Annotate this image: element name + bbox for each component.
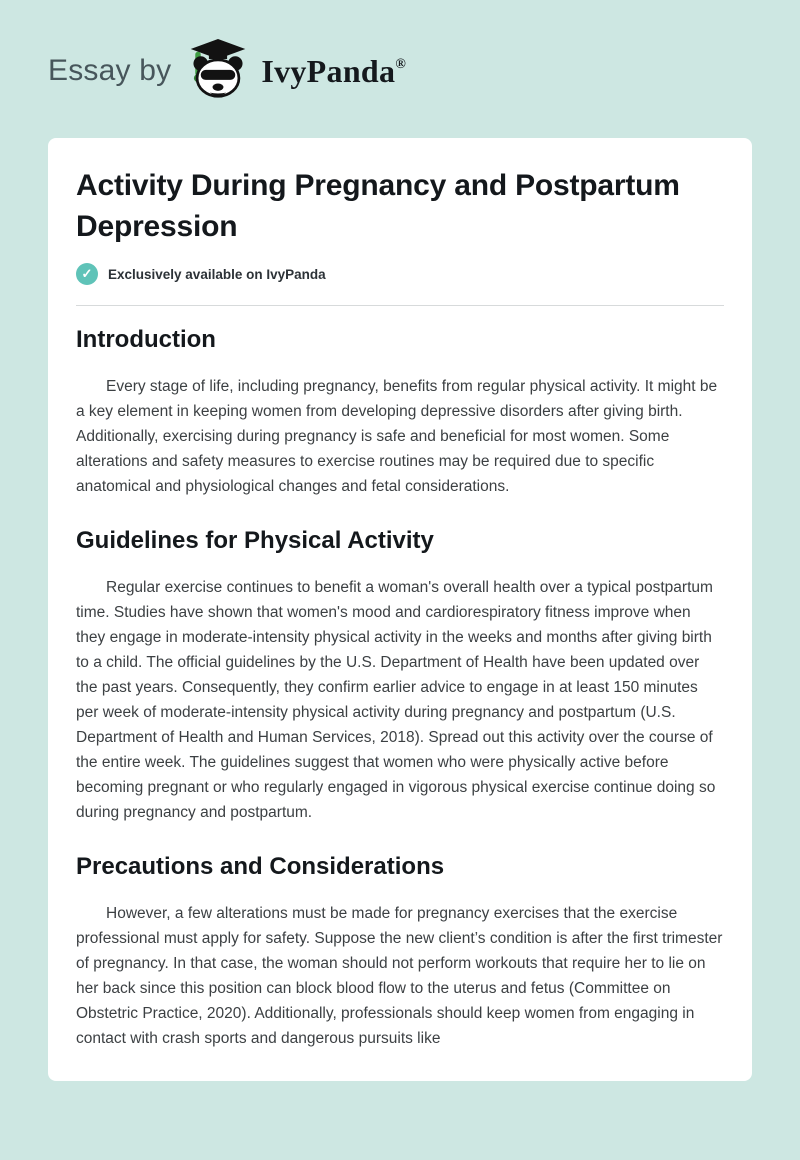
section-precautions <box>76 853 724 1051</box>
section-introduction <box>76 326 724 499</box>
section-heading: Precautions and Considerations <box>76 853 445 880</box>
ivypanda-logo-link[interactable] <box>185 39 406 104</box>
essay-title: Activity During Pregnancy and Postpartum Depression <box>76 169 680 243</box>
ivypanda-panda-logo-icon <box>185 39 251 104</box>
brand-text: IvyPanda <box>261 52 396 89</box>
section-paragraph: However, a few alterations must be made for pregnancy exercises that the exercise professional must apply for safety. Suppose the new client’s condition is after the first trimester of pregnancy. In that case, the woman should not perform workouts that require her to lie on her back since this position can block blood flow to the uterus and fetus (Committee on Obstetric Practice, 2020). Additionally, professionals should keep women from engaging in contact with crash sports and dangerous pursuits like <box>76 905 723 1047</box>
essay-card <box>48 138 752 1081</box>
availability-badge <box>76 263 724 285</box>
section-paragraph: Every stage of life, including pregnancy, benefits from regular physical activity. It might be a key element in keeping women from developing depressive disorders after giving birth. Additionally, exercising during pregnancy is safe and beneficial for most women. Some alterations and safety measures to exercise routines may be required due to specific anatomical and physiological changes and fetal considerations. <box>76 378 718 495</box>
registered-mark: ® <box>395 56 407 72</box>
title-divider <box>76 305 724 306</box>
section-heading: Guidelines for Physical Activity <box>76 527 434 554</box>
availability-badge-label: Exclusively available on IvyPanda <box>108 266 326 282</box>
site-header <box>0 0 800 104</box>
essay-by-label: Essay by <box>48 54 172 87</box>
brand-name <box>261 53 406 90</box>
section-paragraph: Regular exercise continues to benefit a woman's overall health over a typical postpartum time. Studies have shown that women's mood and cardiorespiratory fitness improve when they engage in moderate-intensity physical activity in the weeks and months after giving birth to a child. The official guidelines by the U.S. Department of Health have been updated over the past years. Consequently, they confirm earlier advice to engage in at least 150 minutes per week of moderate-intensity physical activity during pregnancy and postpartum (U.S. Department of Health and Human Services, 2018). Spread out this activity over the course of the entire week. The guidelines suggest that women who were physically active before becoming pregnant or who regularly engaged in vigorous physical exercise continue doing so during pregnancy and postpartum. <box>76 579 716 821</box>
section-guidelines <box>76 527 724 825</box>
section-heading: Introduction <box>76 326 216 353</box>
check-icon: ✓ <box>76 263 98 285</box>
